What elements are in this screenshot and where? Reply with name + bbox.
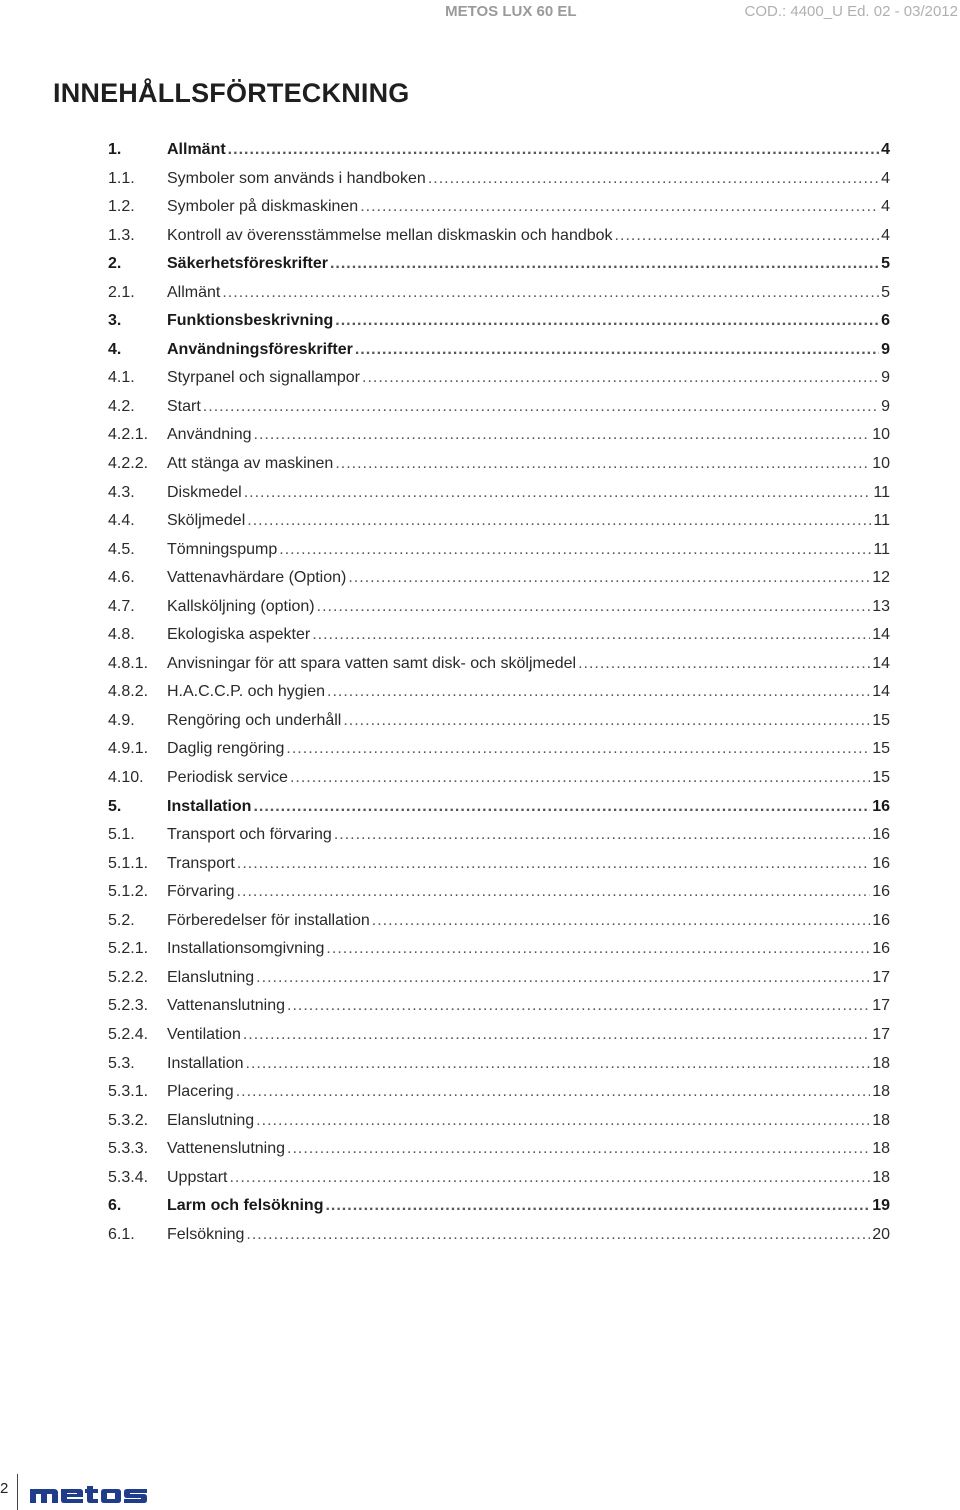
toc-entry-title: Symboler som används i handboken xyxy=(167,169,426,187)
toc-entry-page: 11 xyxy=(873,540,890,558)
toc-entry-number: 4.9.1. xyxy=(108,740,149,758)
toc-entry-number: 4. xyxy=(108,340,122,358)
toc-entry-number: 5.3.4. xyxy=(108,1168,149,1186)
toc-entry-title: Vattenavhärdare (Option) xyxy=(167,569,347,587)
toc-entry-title: Kontroll av överensstämmelse mellan diskmaskin och handbok xyxy=(167,226,613,244)
toc-entry-page: 5 xyxy=(881,283,890,301)
toc-dot-leader xyxy=(362,364,879,392)
toc-entry[interactable] xyxy=(108,650,890,679)
toc-dot-leader xyxy=(348,564,870,592)
toc-entry-number: 5.3.3. xyxy=(108,1140,149,1158)
toc-entry-page: 9 xyxy=(881,369,890,387)
toc-dot-leader xyxy=(203,393,879,421)
toc-entry[interactable] xyxy=(108,621,890,650)
toc-entry[interactable] xyxy=(108,564,890,593)
toc-entry-number: 4.4. xyxy=(108,512,135,530)
toc-entry[interactable] xyxy=(108,793,890,822)
toc-dot-leader xyxy=(244,479,872,507)
toc-entry-number: 4.8.2. xyxy=(108,683,149,701)
toc-dot-leader xyxy=(247,507,871,535)
toc-entry[interactable] xyxy=(108,850,890,879)
toc-dot-leader xyxy=(237,850,870,878)
toc-entry-title: Placering xyxy=(167,1083,234,1101)
toc-entry-number: 5. xyxy=(108,797,122,815)
toc-entry-title: Installation xyxy=(167,797,252,815)
toc-dot-leader xyxy=(335,307,879,335)
toc-entry-page: 4 xyxy=(881,169,890,187)
toc-entry[interactable] xyxy=(108,364,890,393)
toc-entry-number: 6.1. xyxy=(108,1225,135,1243)
toc-entry-page: 16 xyxy=(872,911,890,929)
toc-entry-page: 16 xyxy=(872,883,890,901)
toc-entry-page: 18 xyxy=(872,1168,890,1186)
toc-entry-title: Anvisningar för att spara vatten samt disk- och sköljmedel xyxy=(167,654,577,672)
toc-entry-page: 12 xyxy=(872,569,890,587)
toc-dot-leader xyxy=(287,992,870,1020)
toc-entry[interactable] xyxy=(108,821,890,850)
toc-dot-leader xyxy=(256,1107,870,1135)
toc-dot-leader xyxy=(335,450,870,478)
toc-entry[interactable] xyxy=(108,136,890,165)
toc-entry-title: Förberedelser för installation xyxy=(167,911,370,929)
toc-entry[interactable] xyxy=(108,1050,890,1079)
toc-entry-number: 5.3.2. xyxy=(108,1111,149,1129)
toc-entry-title: Vattenanslutning xyxy=(167,997,286,1015)
toc-entry-number: 5.1.2. xyxy=(108,883,149,901)
toc-entry-number: 1. xyxy=(108,141,122,158)
toc-entry[interactable] xyxy=(108,907,890,936)
toc-entry[interactable] xyxy=(108,336,890,365)
toc-dot-leader xyxy=(578,650,870,678)
toc-entry-number: 4.8.1. xyxy=(108,654,149,672)
toc-entry-page: 11 xyxy=(873,483,890,501)
toc-entry-number: 1.2. xyxy=(108,198,135,216)
metos-logo xyxy=(30,1486,148,1509)
toc-entry-title: Allmänt xyxy=(167,141,226,158)
toc-entry[interactable] xyxy=(108,507,890,536)
toc-dot-leader xyxy=(222,279,879,307)
toc-entry-page: 19 xyxy=(872,1197,890,1215)
toc-entry[interactable] xyxy=(108,279,890,308)
toc-entry-page: 20 xyxy=(872,1225,890,1243)
toc-entry-number: 4.1. xyxy=(108,369,135,387)
toc-entry-page: 10 xyxy=(872,455,890,473)
toc-entry-title: Transport xyxy=(167,854,235,872)
toc-entry-page: 10 xyxy=(872,426,890,444)
toc-entry-page: 9 xyxy=(881,397,890,415)
toc-entry[interactable] xyxy=(108,735,890,764)
toc-entry[interactable] xyxy=(108,964,890,993)
toc-dot-leader xyxy=(246,1221,870,1249)
toc-entry-number: 5.2.1. xyxy=(108,940,149,958)
toc-entry-number: 5.2.2. xyxy=(108,968,149,986)
toc-entry-page: 18 xyxy=(872,1054,890,1072)
toc-dot-leader xyxy=(229,1164,870,1192)
toc-entry-page: 14 xyxy=(872,626,890,644)
toc-entry-title: Symboler på diskmaskinen xyxy=(167,198,359,216)
toc-entry-title: Användningsföreskrifter xyxy=(167,340,353,358)
toc-entry-page: 16 xyxy=(872,940,890,958)
toc-entry-page: 14 xyxy=(872,654,890,672)
toc-entry-title: Ventilation xyxy=(167,1025,241,1043)
toc-entry-title: Periodisk service xyxy=(167,769,288,787)
toc-entry-number: 5.1.1. xyxy=(108,854,149,872)
toc-entry-page: 6 xyxy=(881,312,890,330)
toc-dot-leader xyxy=(325,1192,870,1220)
toc-entry-title: Larm och felsökning xyxy=(167,1197,324,1215)
toc-entry-page: 13 xyxy=(872,597,890,615)
toc-entry-number: 2. xyxy=(108,255,122,273)
toc-entry-number: 4.10. xyxy=(108,769,144,787)
toc-entry[interactable] xyxy=(108,1192,890,1221)
toc-dot-leader xyxy=(228,136,879,164)
toc-entry-title: Elanslutning xyxy=(167,968,255,986)
toc-entry-number: 1.1. xyxy=(108,169,135,187)
toc-entry[interactable] xyxy=(108,450,890,479)
toc-entry-number: 5.2.4. xyxy=(108,1025,149,1043)
toc-entry-title: Diskmedel xyxy=(167,483,242,501)
toc-dot-leader xyxy=(355,336,879,364)
toc-entry-page: 16 xyxy=(872,854,890,872)
toc-entry-page: 4 xyxy=(881,226,890,244)
toc-entry-page: 17 xyxy=(872,968,890,986)
page-number: 2 xyxy=(0,1480,9,1497)
toc-dot-leader xyxy=(327,678,870,706)
toc-dot-leader xyxy=(330,250,879,278)
toc-entry-title: Funktionsbeskrivning xyxy=(167,312,334,330)
toc-entry-number: 5.2. xyxy=(108,911,135,929)
toc-entry-number: 5.3. xyxy=(108,1054,135,1072)
toc-dot-leader xyxy=(279,536,871,564)
toc-dot-leader xyxy=(360,193,879,221)
toc-dot-leader xyxy=(254,421,871,449)
toc-dot-leader xyxy=(256,964,870,992)
toc-entry[interactable] xyxy=(108,1135,890,1164)
toc-entry-title: Förvaring xyxy=(167,883,235,901)
toc-entry-page: 9 xyxy=(881,340,890,358)
toc-dot-leader xyxy=(286,735,870,763)
toc-entry-number: 5.2.3. xyxy=(108,997,149,1015)
toc-entry-title: Start xyxy=(167,397,201,415)
toc-entry[interactable] xyxy=(108,992,890,1021)
toc-entry-page: 18 xyxy=(872,1140,890,1158)
toc-entry-number: 4.7. xyxy=(108,597,135,615)
toc-entry-title: Ekologiska aspekter xyxy=(167,626,311,644)
toc-entry-title: Allmänt xyxy=(167,283,221,301)
metos-logo-icon xyxy=(30,1486,148,1504)
toc-dot-leader xyxy=(343,707,870,735)
toc-entry-number: 5.3.1. xyxy=(108,1083,149,1101)
toc-entry-number: 2.1. xyxy=(108,283,135,301)
toc-entry-title: Installation xyxy=(167,1054,244,1072)
toc-dot-leader xyxy=(615,222,880,250)
toc-entry[interactable] xyxy=(108,935,890,964)
toc-entry[interactable] xyxy=(108,193,890,222)
toc-entry[interactable] xyxy=(108,222,890,251)
toc-entry[interactable] xyxy=(108,878,890,907)
toc-entry[interactable] xyxy=(108,1107,890,1136)
toc-entry-page: 4 xyxy=(881,198,890,216)
toc-entry[interactable] xyxy=(108,1164,890,1193)
toc-entry-page: 5 xyxy=(881,255,890,273)
toc-dot-leader xyxy=(243,1021,870,1049)
toc-dot-leader xyxy=(290,764,870,792)
toc-dot-leader xyxy=(317,593,871,621)
table-of-contents xyxy=(108,136,890,1249)
toc-entry-number: 3. xyxy=(108,312,122,330)
toc-entry-page: 15 xyxy=(872,711,890,729)
toc-entry-page: 17 xyxy=(872,1025,890,1043)
toc-entry-title: Vattenenslutning xyxy=(167,1140,286,1158)
toc-dot-leader xyxy=(236,1078,871,1106)
toc-entry-page: 16 xyxy=(872,797,890,815)
page-title: INNEHÅLLSFÖRTECKNING xyxy=(53,78,410,108)
toc-entry-title: Säkerhetsföreskrifter xyxy=(167,255,328,273)
toc-entry[interactable] xyxy=(108,479,890,508)
toc-entry[interactable] xyxy=(108,536,890,565)
toc-entry[interactable] xyxy=(108,421,890,450)
toc-entry-number: 4.2. xyxy=(108,397,135,415)
toc-entry-number: 5.1. xyxy=(108,826,135,844)
toc-entry[interactable] xyxy=(108,678,890,707)
toc-entry-title: H.A.C.C.P. och hygien xyxy=(167,683,326,701)
toc-entry[interactable] xyxy=(108,165,890,194)
toc-entry-page: 15 xyxy=(872,740,890,758)
toc-entry-number: 4.6. xyxy=(108,569,135,587)
toc-entry-number: 4.5. xyxy=(108,540,135,558)
toc-dot-leader xyxy=(237,878,871,906)
toc-dot-leader xyxy=(287,1135,870,1163)
toc-entry-number: 4.2.1. xyxy=(108,426,149,444)
toc-entry-title: Styrpanel och signallampor xyxy=(167,369,360,387)
toc-entry[interactable] xyxy=(108,764,890,793)
toc-entry-title: Rengöring och underhåll xyxy=(167,711,342,729)
toc-entry-page: 14 xyxy=(872,683,890,701)
toc-entry-page: 18 xyxy=(872,1083,890,1101)
toc-entry-number: 4.9. xyxy=(108,711,135,729)
toc-entry-page: 11 xyxy=(873,512,890,530)
toc-entry-number: 4.2.2. xyxy=(108,455,149,473)
toc-dot-leader xyxy=(326,935,870,963)
toc-entry-number: 4.3. xyxy=(108,483,135,501)
toc-entry-title: Transport och förvaring xyxy=(167,826,332,844)
toc-dot-leader xyxy=(428,165,879,193)
toc-entry-title: Elanslutning xyxy=(167,1111,255,1129)
toc-entry[interactable] xyxy=(108,250,890,279)
toc-entry[interactable] xyxy=(108,1078,890,1107)
toc-entry-title: Kallsköljning (option) xyxy=(167,597,315,615)
toc-entry-title: Att stänga av maskinen xyxy=(167,455,334,473)
toc-entry[interactable] xyxy=(108,1221,890,1250)
toc-entry[interactable] xyxy=(108,593,890,622)
toc-entry-title: Användning xyxy=(167,426,252,444)
toc-entry[interactable] xyxy=(108,393,890,422)
footer-divider xyxy=(17,1474,18,1510)
toc-entry-title: Tömningspump xyxy=(167,540,278,558)
toc-entry-number: 6. xyxy=(108,1197,122,1215)
toc-entry-page: 4 xyxy=(881,141,890,158)
header-code: COD.: 4400_U Ed. 02 - 03/2012 xyxy=(744,2,958,20)
toc-dot-leader xyxy=(253,793,870,821)
toc-dot-leader xyxy=(372,907,870,935)
toc-dot-leader xyxy=(312,621,870,649)
toc-entry-title: Sköljmedel xyxy=(167,512,246,530)
toc-entry-title: Installationsomgivning xyxy=(167,940,325,958)
toc-entry[interactable] xyxy=(108,707,890,736)
toc-entry-number: 4.8. xyxy=(108,626,135,644)
toc-entry-title: Daglig rengöring xyxy=(167,740,285,758)
toc-dot-leader xyxy=(246,1050,871,1078)
toc-entry-title: Uppstart xyxy=(167,1168,228,1186)
page-header xyxy=(0,0,960,22)
toc-entry-page: 18 xyxy=(872,1111,890,1129)
header-model: METOS LUX 60 EL xyxy=(445,2,577,20)
toc-entry-page: 17 xyxy=(872,997,890,1015)
toc-entry[interactable] xyxy=(108,307,890,336)
toc-entry-title: Felsökning xyxy=(167,1225,245,1243)
toc-entry-page: 16 xyxy=(872,826,890,844)
toc-entry-number: 1.3. xyxy=(108,226,135,244)
toc-entry[interactable] xyxy=(108,1021,890,1050)
toc-dot-leader xyxy=(334,821,870,849)
toc-entry-page: 15 xyxy=(872,769,890,787)
